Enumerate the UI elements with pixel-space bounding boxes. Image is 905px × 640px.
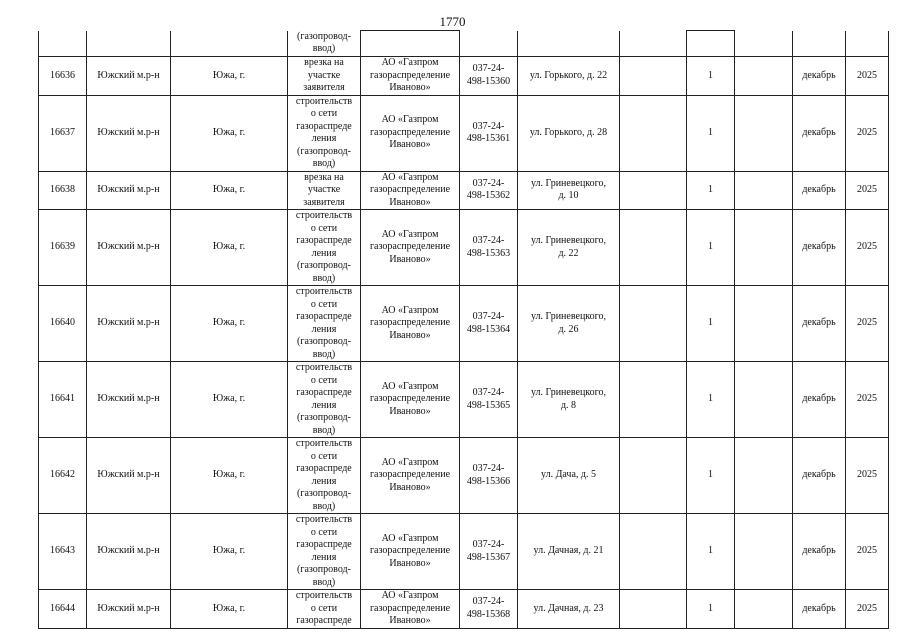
row-number-cell: 16643	[39, 514, 87, 590]
quantity-cell: 1	[687, 171, 735, 210]
table-row-continuation	[39, 31, 889, 57]
table-row	[39, 57, 889, 96]
work-type-cell: строительств о сети газораспреде ления (газопровод- ввод)	[288, 95, 361, 171]
month-cell: декабрь	[793, 438, 846, 514]
empty-cell	[735, 210, 793, 286]
table-row	[39, 210, 889, 286]
settlement-cell: Южа, г.	[171, 57, 288, 96]
empty-cell	[620, 57, 687, 96]
quantity-cell: 1	[687, 514, 735, 590]
row-number-cell: 16640	[39, 286, 87, 362]
year-cell: 2025	[846, 590, 889, 629]
registry-table	[38, 30, 889, 629]
code-cell: 037-24- 498-15360	[460, 57, 518, 96]
code-cell: 037-24- 498-15361	[460, 95, 518, 171]
work-type-cell: строительств о сети газораспреде ления (газопровод- ввод)	[288, 514, 361, 590]
row-number-cell: 16636	[39, 57, 87, 96]
table-row	[39, 286, 889, 362]
code-cell: 037-24- 498-15362	[460, 171, 518, 210]
organization-cell: АО «Газпром газораспределение Иваново»	[361, 57, 460, 96]
code-cell: 037-24- 498-15365	[460, 362, 518, 438]
empty-cell	[735, 286, 793, 362]
organization-cell: АО «Газпром газораспределение Иваново»	[361, 171, 460, 210]
registry-body	[39, 31, 889, 629]
row-number-cell: 16641	[39, 362, 87, 438]
address-cell: ул. Горького, д. 22	[518, 57, 620, 96]
work-type-cell: строительств о сети газораспреде	[288, 590, 361, 629]
empty-cell	[620, 514, 687, 590]
row-number-cell: 16642	[39, 438, 87, 514]
address-cell: ул. Гриневецкого, д. 8	[518, 362, 620, 438]
organization-cell: АО «Газпром газораспределение Иваново»	[361, 95, 460, 171]
empty-cell	[735, 438, 793, 514]
table-row	[39, 438, 889, 514]
organization-cell: АО «Газпром газораспределение Иваново»	[361, 286, 460, 362]
settlement-cell: Южа, г.	[171, 362, 288, 438]
empty-cell	[620, 590, 687, 629]
settlement-cell: Южа, г.	[171, 95, 288, 171]
quantity-cell: 1	[687, 590, 735, 629]
row-number-cell: 16639	[39, 210, 87, 286]
quantity-cell: 1	[687, 286, 735, 362]
table-row	[39, 95, 889, 171]
settlement-cell: Южа, г.	[171, 438, 288, 514]
empty-cell	[735, 95, 793, 171]
work-type-cell: (газопровод- ввод)	[288, 31, 361, 57]
year-cell: 2025	[846, 210, 889, 286]
work-type-cell: строительств о сети газораспреде ления (газопровод- ввод)	[288, 362, 361, 438]
empty-cell	[620, 362, 687, 438]
work-type-cell: врезка на участке заявителя	[288, 171, 361, 210]
code-cell: 037-24- 498-15367	[460, 514, 518, 590]
district-cell: Южский м.р-н	[87, 171, 171, 210]
district-cell: Южский м.р-н	[87, 590, 171, 629]
organization-cell: АО «Газпром газораспределение Иваново»	[361, 590, 460, 629]
address-cell: ул. Горького, д. 28	[518, 95, 620, 171]
settlement-cell: Южа, г.	[171, 514, 288, 590]
empty-cell	[620, 286, 687, 362]
row-number-cell: 16637	[39, 95, 87, 171]
month-cell: декабрь	[793, 286, 846, 362]
code-cell: 037-24- 498-15363	[460, 210, 518, 286]
empty-cell	[735, 590, 793, 629]
table-row	[39, 514, 889, 590]
month-cell: декабрь	[793, 590, 846, 629]
code-cell: 037-24- 498-15364	[460, 286, 518, 362]
year-cell: 2025	[846, 171, 889, 210]
table-row	[39, 171, 889, 210]
month-cell: декабрь	[793, 210, 846, 286]
code-cell: 037-24- 498-15368	[460, 590, 518, 629]
address-cell: ул. Дачная, д. 21	[518, 514, 620, 590]
address-cell: ул. Гриневецкого, д. 10	[518, 171, 620, 210]
month-cell: декабрь	[793, 514, 846, 590]
district-cell: Южский м.р-н	[87, 514, 171, 590]
settlement-cell: Южа, г.	[171, 210, 288, 286]
year-cell: 2025	[846, 95, 889, 171]
month-cell: декабрь	[793, 362, 846, 438]
organization-cell: АО «Газпром газораспределение Иваново»	[361, 362, 460, 438]
quantity-cell: 1	[687, 362, 735, 438]
district-cell: Южский м.р-н	[87, 362, 171, 438]
district-cell: Южский м.р-н	[87, 286, 171, 362]
quantity-cell: 1	[687, 57, 735, 96]
address-cell: ул. Дача, д. 5	[518, 438, 620, 514]
empty-cell	[620, 95, 687, 171]
year-cell: 2025	[846, 514, 889, 590]
month-cell: декабрь	[793, 95, 846, 171]
year-cell: 2025	[846, 362, 889, 438]
district-cell: Южский м.р-н	[87, 210, 171, 286]
settlement-cell: Южа, г.	[171, 286, 288, 362]
row-number-cell: 16638	[39, 171, 87, 210]
empty-cell	[620, 210, 687, 286]
year-cell: 2025	[846, 438, 889, 514]
address-cell: ул. Гриневецкого, д. 22	[518, 210, 620, 286]
empty-cell	[735, 171, 793, 210]
work-type-cell: строительств о сети газораспреде ления (газопровод- ввод)	[288, 286, 361, 362]
page-number: 1770	[439, 14, 466, 29]
empty-cell	[620, 171, 687, 210]
month-cell: декабрь	[793, 57, 846, 96]
district-cell: Южский м.р-н	[87, 95, 171, 171]
settlement-cell: Южа, г.	[171, 171, 288, 210]
quantity-cell: 1	[687, 210, 735, 286]
organization-cell: АО «Газпром газораспределение Иваново»	[361, 514, 460, 590]
quantity-cell: 1	[687, 95, 735, 171]
month-cell: декабрь	[793, 171, 846, 210]
quantity-cell: 1	[687, 438, 735, 514]
district-cell: Южский м.р-н	[87, 57, 171, 96]
work-type-cell: строительств о сети газораспреде ления (газопровод- ввод)	[288, 210, 361, 286]
settlement-cell: Южа, г.	[171, 590, 288, 629]
year-cell: 2025	[846, 286, 889, 362]
organization-cell: АО «Газпром газораспределение Иваново»	[361, 210, 460, 286]
code-cell: 037-24- 498-15366	[460, 438, 518, 514]
work-type-cell: врезка на участке заявителя	[288, 57, 361, 96]
district-cell: Южский м.р-н	[87, 438, 171, 514]
empty-cell	[735, 514, 793, 590]
address-cell: ул. Дачная, д. 23	[518, 590, 620, 629]
table-row	[39, 590, 889, 629]
empty-cell	[735, 362, 793, 438]
table-row	[39, 362, 889, 438]
year-cell: 2025	[846, 57, 889, 96]
row-number-cell: 16644	[39, 590, 87, 629]
organization-cell: АО «Газпром газораспределение Иваново»	[361, 438, 460, 514]
empty-cell	[735, 57, 793, 96]
address-cell: ул. Гриневецкого, д. 26	[518, 286, 620, 362]
empty-cell	[620, 438, 687, 514]
work-type-cell: строительств о сети газораспреде ления (газопровод- ввод)	[288, 438, 361, 514]
